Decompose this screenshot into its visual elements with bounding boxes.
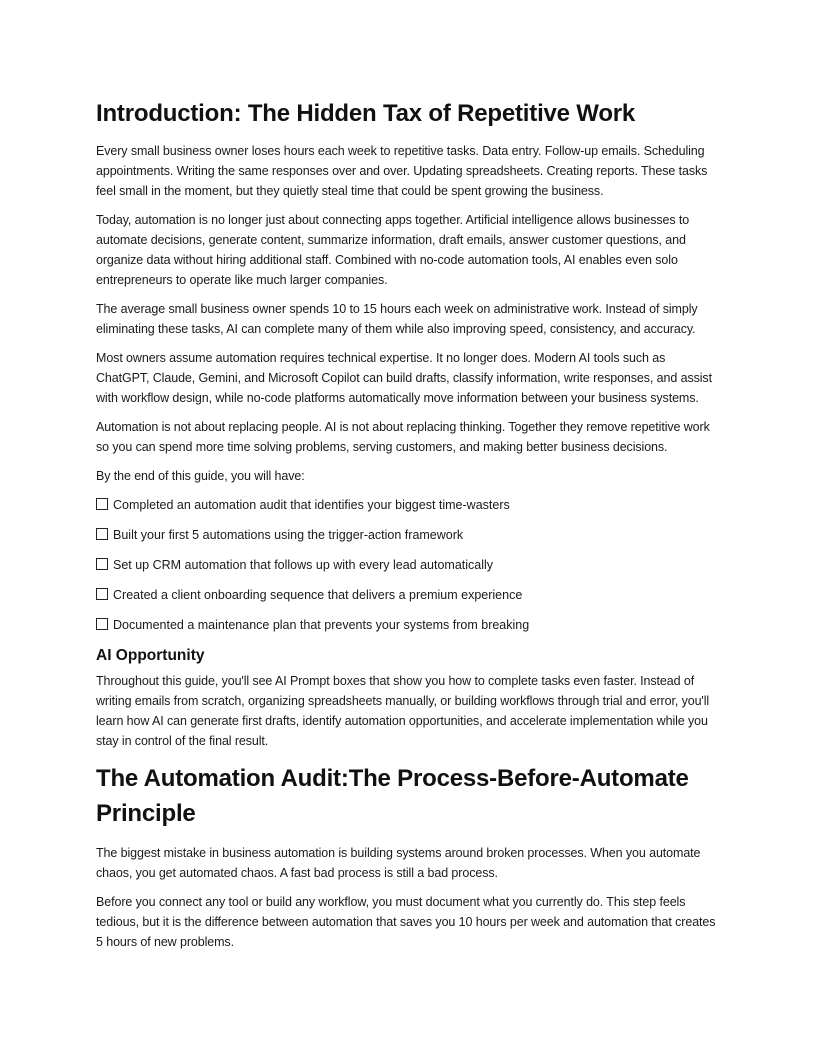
intro-paragraph-1: Every small business owner loses hours each week to repetitive tasks. Data entry. Follow-up emails. Scheduling appointments. Writing the same responses over and over. Updating spreadsheets. Creating reports. These tasks feel small in the moment, but they quietly steal time that could be spent growing the business. (96, 144, 708, 198)
audit-paragraph-1: The biggest mistake in business automation is building systems around broken processes. When you automate chaos, you get automated chaos. A fast bad process is still a bad process. (96, 846, 701, 880)
intro-paragraph-3: The average small business owner spends 10 to 15 hours each week on administrative work. Instead of simply eliminating these tasks, AI can complete many of them while also improving speed, consistency, and accuracy. (96, 302, 698, 336)
intro-paragraph-2: Today, automation is no longer just about connecting apps together. Artificial intelligence allows businesses to automate decisions, generate content, summarize information, draft emails, answer customer questions, and organize data without hiring additional staff. Combined with no-code automation tools, AI enables even solo entrepreneurs to operate like much larger companies. (96, 213, 690, 287)
checklist-item (96, 615, 722, 635)
outcome-checklist (96, 495, 722, 635)
checkbox-icon[interactable] (96, 588, 108, 600)
checkbox-icon[interactable] (96, 558, 108, 570)
checkbox-icon[interactable] (96, 528, 108, 540)
checklist-item-label: Created a client onboarding sequence that delivers a premium experience (113, 588, 523, 602)
checklist-item-label: Documented a maintenance plan that prevents your systems from breaking (113, 618, 530, 632)
intro-paragraph-5: Automation is not about replacing people. AI is not about replacing thinking. Together they remove repetitive work so you can spend more time solving problems, serving customers, and making better business decisions. (96, 420, 710, 454)
section-title-introduction: Introduction: The Hidden Tax of Repetitive Work (96, 100, 636, 127)
checklist-item (96, 585, 722, 605)
audit-paragraph-2: Before you connect any tool or build any workflow, you must document what you currently do. This step feels tedious, but it is the difference between automation that saves you 10 hours per week and automation that creates 5 hours of new problems. (96, 895, 716, 949)
checklist-item-label: Set up CRM automation that follows up with every lead automatically (113, 558, 494, 572)
checklist-item (96, 525, 722, 545)
checklist-item-label: Completed an automation audit that identifies your biggest time-wasters (113, 498, 510, 512)
checklist-item-label: Built your first 5 automations using the trigger-action framework (113, 528, 464, 542)
checkbox-icon[interactable] (96, 498, 108, 510)
intro-paragraph-4: Most owners assume automation requires technical expertise. It no longer does. Modern AI tools such as ChatGPT, Claude, Gemini, and Microsoft Copilot can build drafts, classify information, write responses, and assist with workflow design, while no-code platforms automatically move information between your business systems. (96, 351, 712, 405)
checklist-item (96, 555, 722, 575)
document-page (96, 96, 722, 961)
checklist-item (96, 495, 722, 515)
ai-opportunity-paragraph: Throughout this guide, you'll see AI Prompt boxes that show you how to complete tasks even faster. Instead of writing emails from scratch, organizing spreadsheets manually, or building workflows through trial and error, you'll learn how AI can generate first drafts, identify automation opportunities, and accelerate implementation while you stay in control of the final result. (96, 674, 710, 748)
ai-opportunity-heading: AI Opportunity (96, 647, 205, 664)
checkbox-icon[interactable] (96, 618, 108, 630)
intro-paragraph-6: By the end of this guide, you will have: (96, 469, 305, 483)
section-title-automation-audit: The Automation Audit:The Process-Before-Automate Principle (96, 765, 689, 827)
